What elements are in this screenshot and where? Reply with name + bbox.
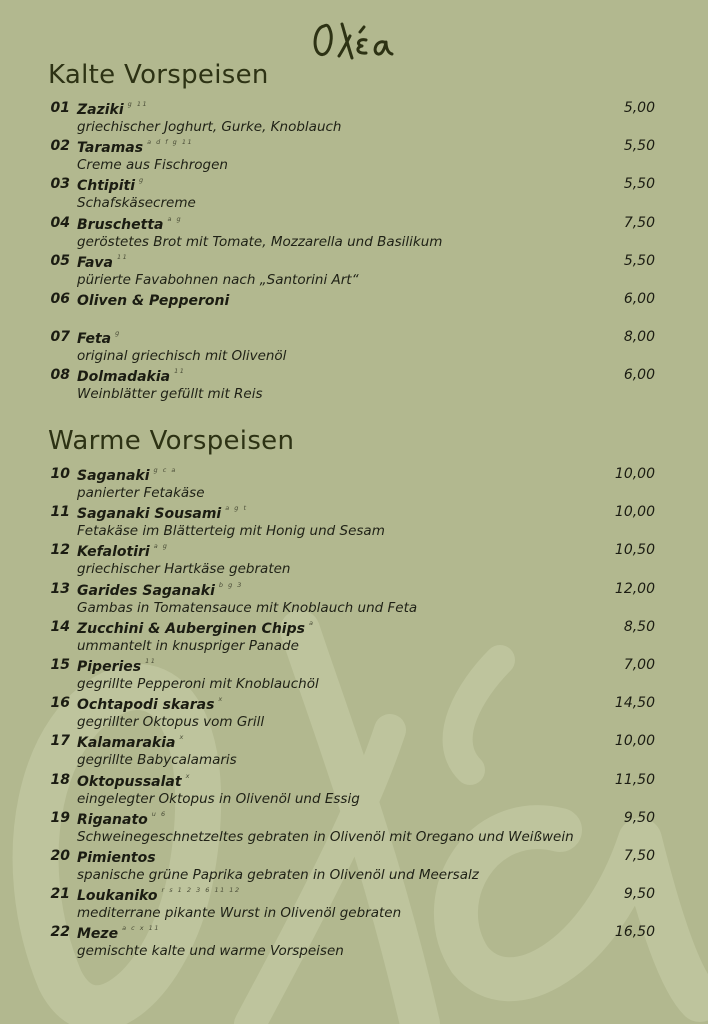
item-name	[77, 504, 248, 522]
allergen-codes: u 6	[151, 809, 167, 818]
item-name-text: Riganato	[77, 811, 148, 828]
item-price: 5,50	[623, 138, 655, 155]
menu-list-warme-vorspeisen	[0, 466, 708, 962]
item-name-text: Feta	[77, 331, 112, 348]
allergen-codes: x	[185, 771, 191, 780]
item-price: 10,50	[614, 542, 655, 559]
allergen-codes: g c a	[153, 466, 177, 474]
item-price: 10,00	[614, 466, 655, 482]
item-price: 5,50	[623, 176, 655, 193]
item-name	[77, 542, 168, 560]
item-price: 7,50	[623, 214, 655, 231]
item-number: 08	[50, 367, 70, 384]
item-price: 10,00	[614, 733, 655, 750]
item-name	[77, 176, 145, 194]
item-price: 7,50	[623, 847, 655, 864]
menu-item	[0, 542, 708, 580]
olea-logo	[308, 18, 398, 60]
item-description: pürierte Favabohnen nach „Santorini Art“	[77, 271, 359, 288]
menu-item	[0, 504, 708, 542]
item-price: 12,00	[614, 580, 655, 597]
menu-item	[0, 924, 708, 962]
item-description: geröstetes Brot mit Tomate, Mozzarella und Basilikum	[77, 233, 443, 250]
item-number: 15	[50, 656, 70, 673]
allergen-codes: b g 3	[218, 580, 243, 589]
item-description: gegrillte Babycalamaris	[77, 752, 237, 769]
item-name	[77, 772, 191, 790]
item-description: Creme aus Fischrogen	[77, 157, 228, 174]
item-price: 5,00	[623, 100, 655, 116]
item-description: original griechisch mit Olivenöl	[77, 348, 287, 365]
allergen-codes: g 11	[127, 100, 149, 108]
section-title-kalte-vorspeisen: Kalte Vorspeisen	[48, 60, 269, 90]
item-number: 01	[50, 100, 70, 116]
item-name	[77, 253, 128, 271]
item-description: griechischer Hartkäse gebraten	[77, 561, 291, 578]
menu-item	[0, 367, 708, 405]
menu-item	[0, 215, 708, 253]
item-name-text: Zaziki	[77, 102, 124, 118]
item-name-text: Meze	[77, 926, 119, 943]
item-price: 6,00	[623, 367, 655, 384]
item-name-text: Saganaki	[77, 468, 150, 484]
item-description: eingelegter Oktopus in Olivenöl und Essig	[77, 790, 360, 807]
item-number: 06	[50, 290, 70, 307]
item-name	[77, 466, 177, 484]
item-description: panierter Fetakäse	[77, 485, 205, 501]
item-name	[77, 733, 185, 751]
allergen-codes: a g	[167, 214, 183, 223]
item-description: Gambas in Tomatensauce mit Knoblauch und Feta	[77, 599, 418, 616]
item-description: gegrillter Oktopus vom Grill	[77, 714, 265, 731]
item-number: 10	[50, 466, 70, 482]
allergen-codes: 11	[145, 656, 157, 665]
menu-item	[0, 772, 708, 810]
item-number: 18	[50, 771, 70, 788]
item-name	[77, 924, 160, 942]
item-name	[77, 329, 121, 347]
allergen-codes: a g t	[225, 504, 248, 513]
menu-item	[0, 886, 708, 924]
item-name-text: Dolmadakia	[77, 369, 171, 386]
item-number: 04	[50, 214, 70, 231]
allergen-codes: g	[115, 329, 121, 338]
item-name-text: Pimientos	[77, 849, 156, 866]
allergen-codes: x	[218, 695, 224, 704]
menu-item	[0, 466, 708, 504]
item-description: griechischer Joghurt, Gurke, Knoblauch	[77, 119, 342, 135]
item-description: ummantelt in knuspriger Panade	[77, 637, 299, 654]
item-price: 8,50	[623, 618, 655, 635]
item-name	[77, 581, 243, 599]
item-number: 14	[50, 618, 70, 635]
item-name	[77, 100, 148, 118]
item-number: 17	[50, 733, 70, 750]
item-description: Schweinegeschnetzeltes gebraten in Olivenöl mit Oregano und Weißwein	[77, 828, 574, 845]
menu-item	[0, 695, 708, 733]
item-name-text: Chtipiti	[77, 178, 136, 195]
item-number: 02	[50, 138, 70, 155]
menu-list-kalte-vorspeisen	[0, 100, 708, 406]
menu-item	[0, 138, 708, 176]
item-description: gemischte kalte und warme Vorspeisen	[77, 943, 344, 960]
item-description: Schafskäsecreme	[77, 195, 196, 212]
item-description: spanische grüne Paprika gebraten in Olivenöl und Meersalz	[77, 866, 479, 883]
item-description: Fetakäse im Blätterteig mit Honig und Sesam	[77, 523, 385, 540]
menu-item	[0, 329, 708, 367]
menu-item	[0, 291, 708, 329]
allergen-codes: g	[139, 176, 145, 185]
item-price: 16,50	[614, 924, 655, 941]
item-number: 12	[50, 542, 70, 559]
allergen-codes: 11	[116, 252, 129, 261]
menu-item	[0, 657, 708, 695]
item-name-text: Kalamarakia	[77, 735, 176, 752]
allergen-codes: a c x 11	[122, 924, 160, 933]
item-name	[77, 291, 233, 309]
item-price: 10,00	[614, 504, 655, 521]
item-name	[77, 810, 167, 828]
item-number: 22	[50, 924, 70, 941]
allergen-codes: a	[308, 618, 315, 627]
item-price: 9,50	[623, 809, 655, 826]
item-name-text: Oktopussalat	[77, 773, 182, 790]
allergen-codes: x	[179, 733, 185, 742]
allergen-codes: 11	[174, 367, 186, 376]
menu-item	[0, 581, 708, 619]
item-name	[77, 657, 156, 675]
item-number: 05	[50, 252, 70, 269]
item-price: 14,50	[614, 695, 655, 712]
item-name	[77, 215, 182, 233]
item-number: 16	[50, 695, 70, 712]
item-number: 19	[50, 809, 70, 826]
item-number: 03	[50, 176, 70, 193]
menu-item	[0, 733, 708, 771]
menu-item	[0, 100, 708, 138]
item-name-text: Fava	[77, 254, 113, 271]
menu-item	[0, 810, 708, 848]
item-price: 8,00	[623, 329, 655, 346]
allergen-codes: a g	[153, 542, 169, 551]
item-name	[77, 138, 193, 156]
item-name	[77, 695, 224, 713]
item-name-text: Ochtapodi skaras	[77, 697, 215, 714]
item-name-text: Taramas	[77, 140, 144, 157]
item-name-text: Kefalotiri	[77, 544, 150, 561]
item-name-text: Loukaniko	[77, 888, 158, 905]
item-number: 21	[50, 886, 70, 903]
allergen-codes: r s 1 2 3 6 11 12	[161, 886, 241, 895]
item-price: 6,00	[623, 290, 655, 307]
menu-item	[0, 619, 708, 657]
item-description: Weinblätter gefüllt mit Reis	[77, 386, 263, 403]
item-name-text: Garides Saganaki	[77, 582, 215, 599]
item-name	[77, 886, 241, 904]
item-name	[77, 848, 160, 866]
item-name-text: Saganaki Sousami	[77, 506, 222, 523]
section-title-warme-vorspeisen: Warme Vorspeisen	[48, 426, 295, 456]
item-number: 13	[50, 580, 70, 597]
item-price: 11,50	[614, 771, 655, 788]
item-name	[77, 367, 185, 385]
item-number: 11	[50, 504, 70, 521]
item-name-text: Bruschetta	[77, 216, 164, 233]
item-name	[77, 619, 314, 637]
item-number: 07	[50, 329, 70, 346]
item-number: 20	[50, 847, 70, 864]
item-name-text: Oliven & Pepperoni	[77, 292, 230, 309]
item-name-text: Zucchini & Auberginen Chips	[77, 620, 305, 637]
item-name-text: Piperies	[77, 658, 142, 675]
item-price: 7,00	[623, 656, 655, 673]
item-price: 9,50	[623, 886, 655, 903]
menu-item	[0, 848, 708, 886]
item-price: 5,50	[623, 252, 655, 269]
menu-item	[0, 176, 708, 214]
item-description: gegrillte Pepperoni mit Knoblauchöl	[77, 675, 319, 692]
item-description: mediterrane pikante Wurst in Olivenöl gebraten	[77, 905, 402, 922]
menu-item	[0, 253, 708, 291]
allergen-codes: a d f g 11	[147, 138, 194, 147]
